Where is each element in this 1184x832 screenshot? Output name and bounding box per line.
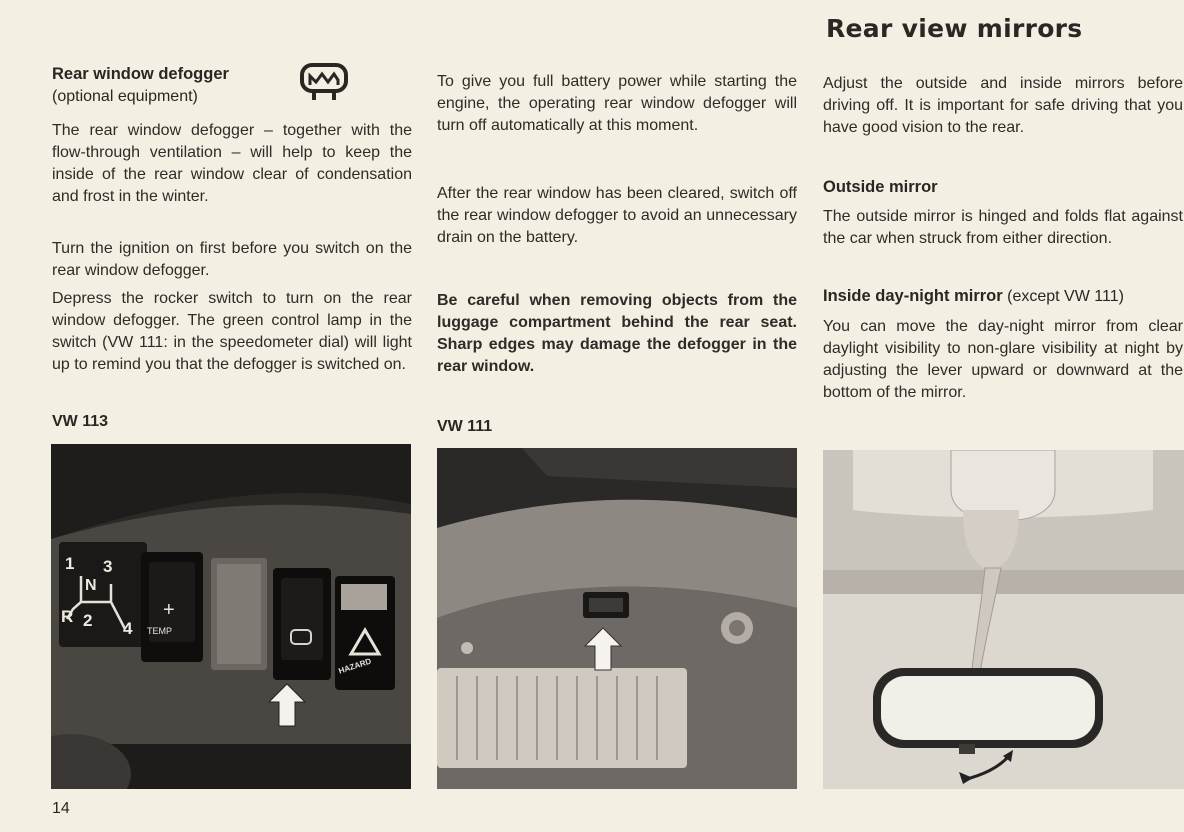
gear-label-4: 4 [123, 619, 133, 638]
inside-mirror-heading-line [823, 287, 1124, 306]
cleared-paragraph: After the rear window has been cleared, switch off the rear window defogger to avoid an unnecessary drain on the battery. [437, 185, 797, 246]
photo-vw113-switch-panel [51, 444, 411, 789]
inside-mirror-paragraph: You can move the day-night mirror from clear daylight visibility to non-glare visibility at night by adjusting the lever upward or downward at the bottom of the mirror. [823, 318, 1183, 401]
defogger-paragraph-3: Depress the rocker switch to turn on the rear window defogger. The green control lamp in the switch (VW 111: in the speedometer dial) will light up to remind you that the defogger is switched on. [52, 290, 412, 373]
gear-label-r: R [61, 607, 74, 626]
defogger-paragraph-2: Turn the ignition on first before you switch on the rear window defogger. [52, 240, 412, 279]
hazard-label: HAZARD [337, 656, 373, 676]
mirrors-intro-paragraph: Adjust the outside and inside mirrors before driving off. It is important for safe driving that you have good vision to the rear. [823, 75, 1183, 136]
gear-label-1: 1 [65, 554, 75, 573]
warning-paragraph: Be careful when removing objects from the luggage compartment behind the rear seat. Sharp edges may damage the defogger in the rear window. [437, 292, 797, 375]
gear-label-n: N [85, 577, 97, 594]
gear-label-3: 3 [103, 557, 113, 576]
page-number: 14 [52, 800, 70, 817]
inside-mirror-note: (except VW 111) [1007, 288, 1124, 305]
photo-caption-vw113: VW 113 [52, 413, 109, 430]
photo-caption-vw111: VW 111 [437, 418, 493, 435]
rear-defogger-icon [296, 60, 352, 106]
section-heading-defogger: Rear window defogger [52, 65, 229, 83]
page-title: Rear view mirrors [826, 14, 1083, 43]
photo-inside-mirror [823, 450, 1184, 789]
battery-paragraph: To give you full battery power while starting the engine, the operating rear window defogger will turn off automatically at this moment. [437, 73, 797, 134]
inside-mirror-heading: Inside day-night mirror [823, 287, 1003, 305]
temp-label: TEMP [147, 626, 173, 636]
defogger-paragraph-1: The rear window defogger – together with the flow-through ventilation – will help to keep the inside of the rear window clear of condensation and frost in the winter. [52, 122, 412, 205]
outside-mirror-heading: Outside mirror [823, 178, 938, 196]
gear-label-2: 2 [83, 611, 93, 630]
section-subheading: (optional equipment) [52, 88, 198, 105]
outside-mirror-paragraph: The outside mirror is hinged and folds flat against the car when struck from either direction. [823, 208, 1183, 247]
photo-vw111-switch [437, 448, 797, 789]
svg-text:+: + [163, 599, 175, 621]
